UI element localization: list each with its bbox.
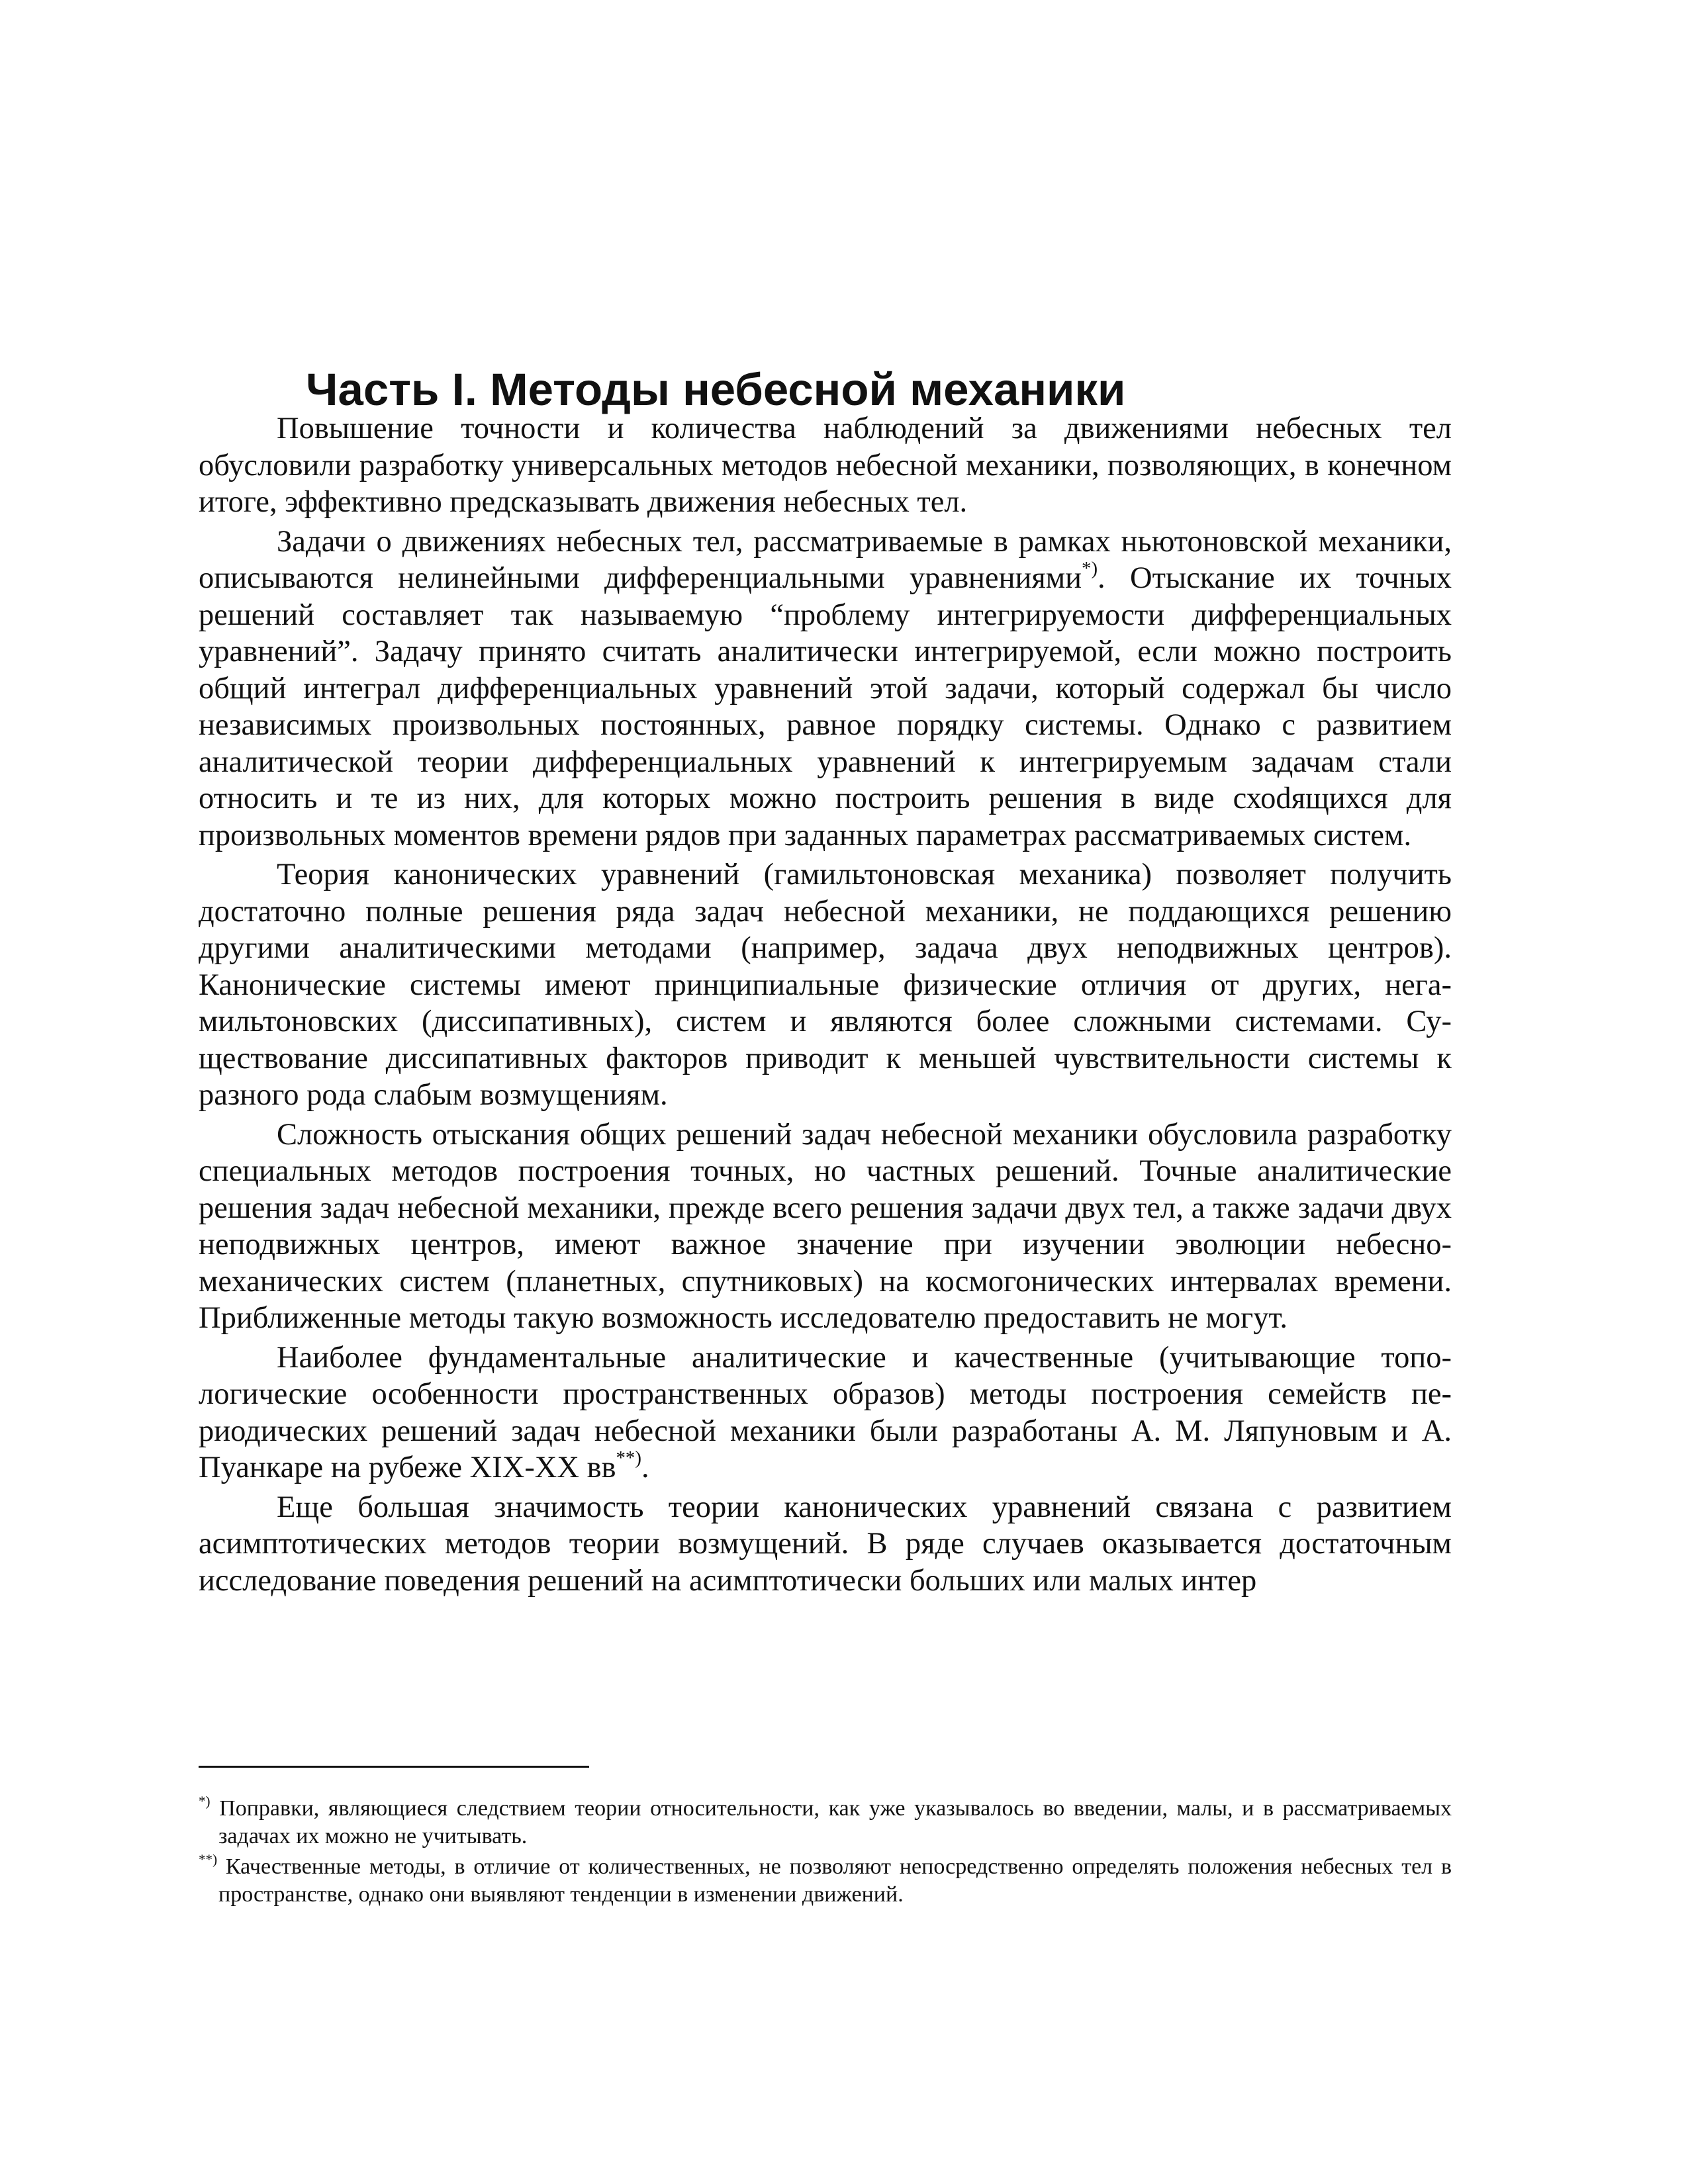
paragraph-2-text-b: . Отыскание их точных решений составляет так называемую “проблему интегрируемости дифференциальных уравнений”. Задачу принято считать аналитически интегрируемой, если можно построить общий интеграл дифференциальных уравнений этой задачи, который содержал бы число независимых произвольных постоянных, равное порядку системы. Однако с развитием аналитической теории дифференциальных уравнений к интегрируемым задачам стали относить и те из них, для которых можно построить решения в виде схоdящихся для произвольных моментов времени рядов при заданных параметрах рассматриваемых систем. bbox=[199, 561, 1452, 852]
footnote-2-mark: **) bbox=[199, 1851, 218, 1868]
paragraph-6: Еще большая значимость теории канонических уравнений связана с развитием асимптотических методов теории возмущений. В ряде случаев оказывается достаточным исследование поведения решений на асимптотически больших или малых интер bbox=[199, 1490, 1452, 1598]
footnotes bbox=[199, 1795, 1452, 1911]
footnote-separator bbox=[199, 1766, 589, 1768]
paragraph-5-text-a: Наиболее фундаментальные аналитические и качественные (учитывающие топологические особенности пространственных образов) методы построения семейств периодических решений задач небесной механики были разработаны А. М. Ляпуновым и А. Пуанкаре на рубеже XIX-XX вв bbox=[199, 1340, 1452, 1484]
footnote-1-text: Поправки, являющиеся следствием теории относительности, как уже указывалось во введении, малы, и в рассматриваемых задачах их можно не учитывать. bbox=[210, 1796, 1452, 1848]
body-text bbox=[199, 410, 1452, 1602]
footnote-ref-2: **) bbox=[616, 1447, 641, 1469]
paragraph-2-text-a: Задачи о движениях небесных тел, рассматриваемые в рамках ньютоновской механики, описываются нелинейными дифференциальными уравнениями bbox=[199, 524, 1452, 595]
footnote-ref-1: *) bbox=[1082, 557, 1098, 579]
paragraph-4: Сложность отыскания общих решений задач небесной механики обусловила разработку специальных методов построения точных, но частных решений. Точные аналитические решения задач небесной механики, прежде всего решения задачи двух тел, а также задачи двух неподвижных центров, имеют важное значение при изучении эволюции небесно-механических систем (планетных, спутниковых) на космогонических интервалах времени. Приближенные методы такую возможность исследователю предоставить не могут. bbox=[199, 1117, 1452, 1335]
paragraph-1: Повышение точности и количества наблюдений за движениями небесных тел обусловили разработку универсальных методов небесной механики, позволяющих, в конечном итоге, эффективно предсказывать движения небесных тел. bbox=[199, 412, 1452, 519]
footnote-1-mark: *) bbox=[199, 1793, 211, 1809]
paragraph-5 bbox=[199, 1340, 1452, 1486]
paragraph-2 bbox=[199, 523, 1452, 854]
footnote-1 bbox=[199, 1795, 1452, 1850]
paragraph-5-text-b: . bbox=[641, 1451, 649, 1484]
paragraph-3: Теория канонических уравнений (гамильтоновская механика) позволяет получить достаточно полные решения ряда задач небесной механики, не поддающихся решению другими аналитическими методами (например, задача двух неподвижных центров). Канонические системы имеют принципиальные физические отличия от других, негамильтоновских (диссипативных), систем и являются более сложными системами. Существование диссипативных факторов приводит к меньшей чувствительности системы к разного рода слабым возмущениям. bbox=[199, 858, 1452, 1112]
chapter-title: Часть I. Методы небесной механики bbox=[306, 364, 1126, 416]
footnote-2 bbox=[199, 1853, 1452, 1909]
footnote-2-text: Качественные методы, в отличие от количественных, не позволяют непосредственно определять положения небесных тел в пространстве, однако они выявляют тенденции в изменении движений. bbox=[217, 1854, 1452, 1907]
